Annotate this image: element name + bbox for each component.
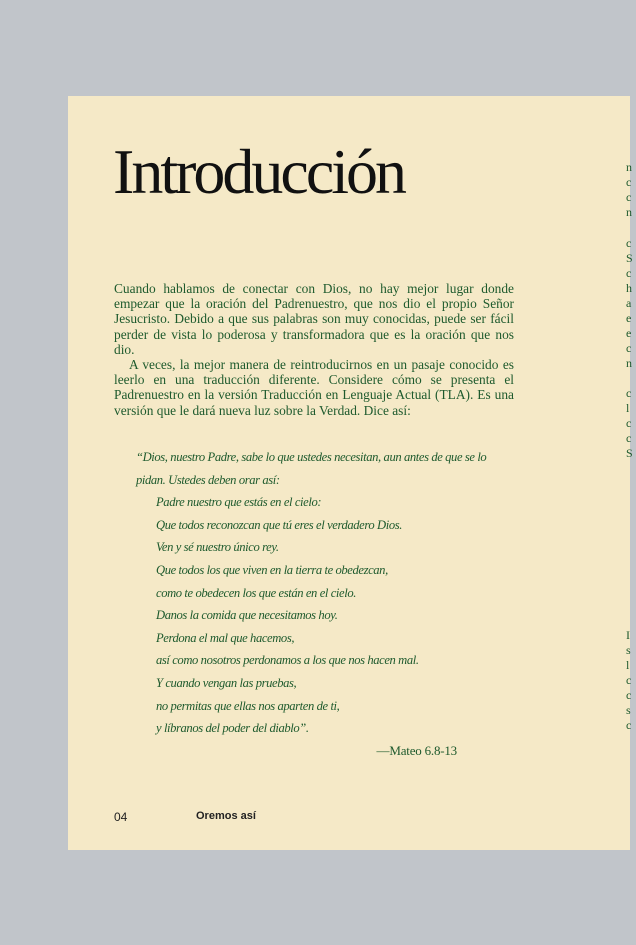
prayer-line: Ven y sé nuestro único rey. [156, 540, 279, 555]
document-page [68, 96, 633, 850]
paragraph-2: A veces, la mejor manera de reintroducirnos en un pasaje conocido es leerlo en una traducción diferente. Considere cómo se presenta el Padrenuestro en la versión Traducción en Lenguaje Actual (TLA). Es una versión que le dará nueva luz sobre la Verdad. Dice así: [114, 357, 514, 418]
prayer-line: así como nosotros perdonamos a los que nos hacen mal. [156, 653, 419, 668]
page-title: Introducción [113, 136, 404, 207]
quote-intro-line: “Dios, nuestro Padre, sabe lo que ustedes necesitan, aun antes de que se lo [136, 450, 487, 464]
prayer-line: no permitas que ellas nos aparten de ti, [156, 698, 340, 713]
quote-source: —Mateo 6.8-13 [376, 742, 457, 758]
prayer-line: y líbranos del poder del diablo”. [156, 721, 309, 736]
prayer-line: Perdona el mal que hacemos, [156, 630, 295, 645]
quote-intro-line: pidan. Ustedes deben orar así: [136, 472, 280, 487]
prayer-line: como te obedecen los que están en el cielo. [156, 585, 356, 600]
prayer-line: Que todos reconozcan que tú eres el verdadero Dios. [156, 517, 402, 532]
intro-body [114, 281, 514, 418]
next-page-edge-text: c S c h a e e c n [626, 236, 633, 370]
running-footer-title: Oremos así [196, 810, 256, 822]
prayer-line: Danos la comida que necesitamos hoy. [156, 608, 338, 623]
next-page-edge-text: I s l c c s c [626, 628, 632, 732]
next-page-edge-text: c l c c S [626, 386, 633, 460]
paragraph-1: Cuando hablamos de conectar con Dios, no hay mejor lugar donde empezar que la oración del Padrenuestro, que nos dio el propio Señor Jesucristo. Debido a que sus palabras son muy conocidas, puede ser fácil perder de vista lo poderosa y transformadora que es la oración que nos dio. [114, 281, 514, 357]
prayer-line: Y cuando vengan las pruebas, [156, 675, 297, 690]
next-page-edge-text: n c c n [626, 160, 632, 219]
page-number: 04 [114, 810, 128, 824]
prayer-line: Que todos los que viven en la tierra te obedezcan, [156, 562, 388, 577]
prayer-line: Padre nuestro que estás en el cielo: [156, 495, 322, 510]
scripture-quote [136, 446, 516, 762]
